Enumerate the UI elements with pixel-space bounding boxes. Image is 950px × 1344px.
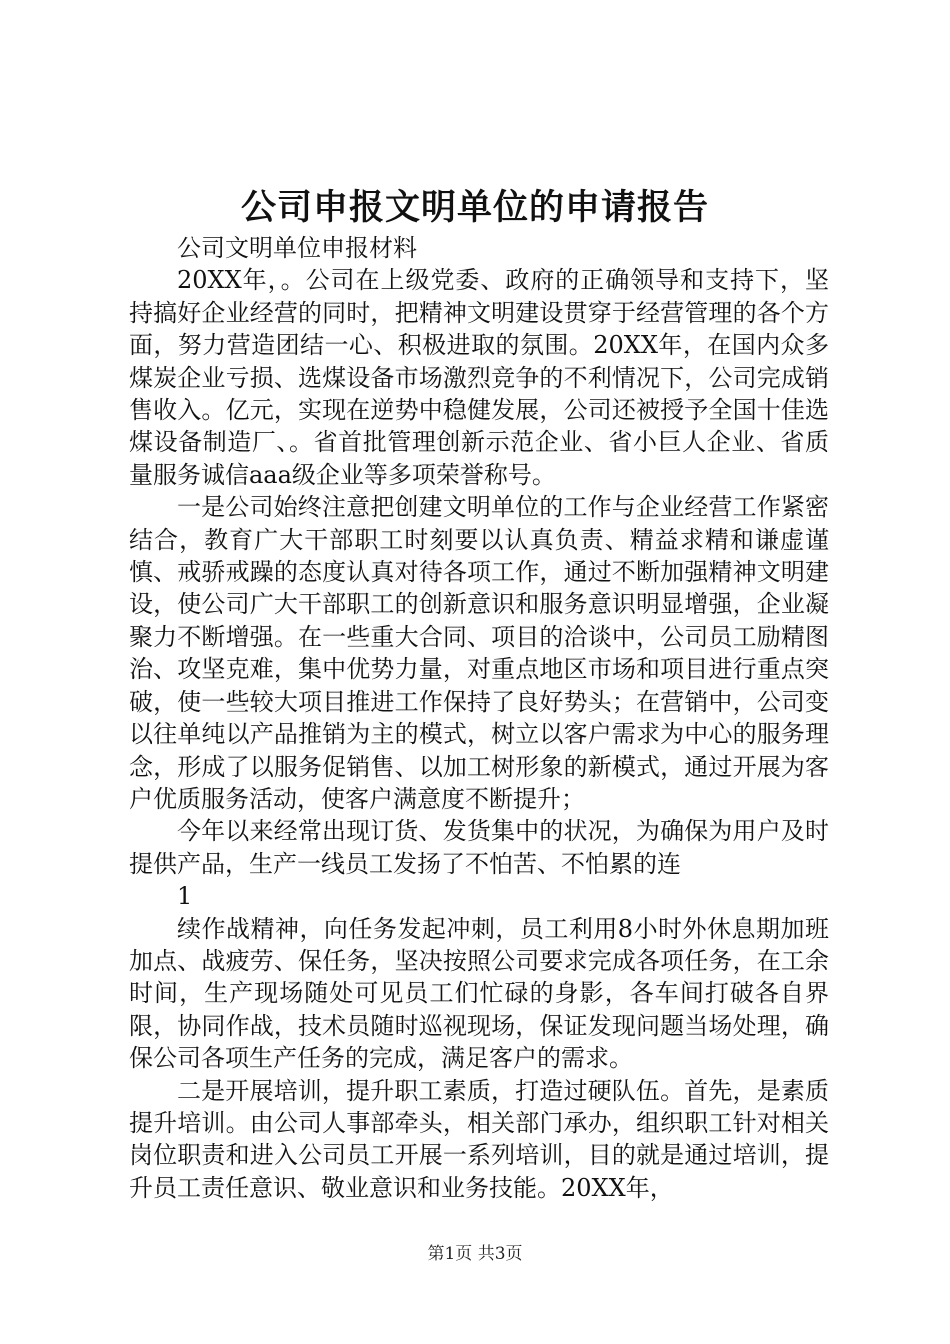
paragraph-point-one: 一是公司始终注意把创建文明单位的工作与企业经营工作紧密结合，教育广大干部职工时刻要以认真负责、精益求精和谦虚谨慎、戒骄戒躁的态度认真对待各项工作，通过不断加强精神文明建设，使公司广大干部职工的创新意识和服务意识明显增强，企业凝聚力不断增强。在一些重大合同、项目的洽谈中，公司员工励精图治、攻坚克难，集中优势力量，对重点地区市场和项目进行重点突破，使一些较大项目推进工作保持了良好势头；在营销中，公司变以往单纯以产品推销为主的模式，树立以客户需求为中心的服务理念，形成了以服务促销售、以加工树形象的新模式，通过开展为客户优质服务活动，使客户满意度不断提升；	[129, 493, 829, 813]
paragraph-continuation: 续作战精神，向任务发起冲刺，员工利用8小时外休息期加班加点、战疲劳、保任务，坚决按照公司要求完成各项任务，在工余时间，生产现场随处可见员工们忙碌的身影，各车间打破各自界限，协同作战，技术员随时巡视现场，保证发现问题当场处理，确保公司各项生产任务的完成，满足客户的需求。	[129, 914, 829, 1073]
inline-page-number: 1	[177, 882, 193, 911]
document-body	[129, 232, 829, 1204]
document-subheading: 公司文明单位申报材料	[177, 234, 417, 262]
document-title: 公司申报文明单位的申请报告	[240, 188, 709, 228]
paragraph-intro: 20XX年，。公司在上级党委、政府的正确领导和支持下，坚持搞好企业经营的同时，把精神文明建设贯穿于经营管理的各个方面，努力营造团结一心、积极进取的氛围。20XX年，在国内众多煤炭企业亏损、选煤设备市场激烈竞争的不利情况下，公司完成销售收入。亿元，实现在逆势中稳健发展，公司还被授予全国十佳选煤设备制造厂、。省首批管理创新示范企业、省小巨人企业、省质量服务诚信aaa级企业等多项荣誉称号。	[129, 266, 829, 489]
paragraph-orders: 今年以来经常出现订货、发货集中的状况，为确保为用户及时提供产品，生产一线员工发扬了不怕苦、不怕累的连	[129, 817, 829, 878]
page-footer: 第1页 共3页	[427, 1244, 523, 1264]
paragraph-point-two: 二是开展培训，提升职工素质，打造过硬队伍。首先，是素质提升培训。由公司人事部牵头，相关部门承办，组织职工针对相关岗位职责和进入公司员工开展一系列培训，目的就是通过培训，提升员工责任意识、敬业意识和业务技能。20XX年，	[129, 1076, 829, 1202]
